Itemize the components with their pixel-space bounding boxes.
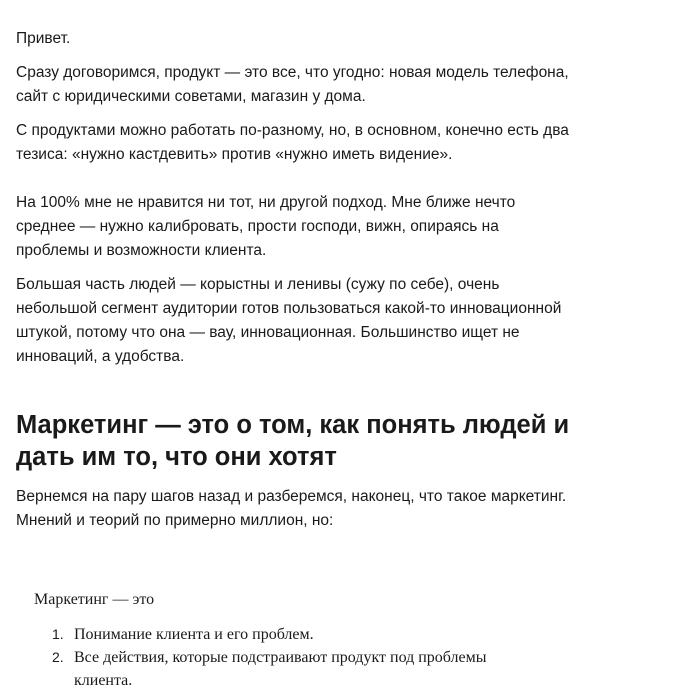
list-item-text: Все действия, которые подстраивают продукт под проблемы клиента. <box>74 649 487 689</box>
list-item-number: 1. <box>52 626 64 642</box>
section-heading: Маркетинг — это о том, как понять людей и дать им то, что они хотят <box>16 411 570 471</box>
paragraph-marketing-intro: Вернемся на пару шагов назад и разберемся, наконец, что такое маркетинг. Мнений и теорий по примерно миллион, но: <box>16 488 567 529</box>
paragraph-approaches: С продуктами можно работать по-разному, но, в основном, конечно есть два тезиса: «нужно кастдевить» против «нужно иметь видение». <box>16 122 569 163</box>
list-item <box>34 646 534 692</box>
paragraph-opinion: На 100% мне не нравится ни тот, ни другой подход. Мне ближе нечто среднее — нужно калибровать, прости господи, вижн, опираясь на проблемы и возможности клиента. <box>16 194 516 259</box>
list-item <box>34 623 534 646</box>
definition-title: Маркетинг — это <box>34 591 155 608</box>
list-item-text: Понимание клиента и его проблем. <box>74 626 314 643</box>
definition-block <box>34 588 534 689</box>
paragraph-products: Сразу договоримся, продукт — это все, что угодно: новая модель телефона, сайт с юридическими советами, магазин у дома. <box>16 64 569 105</box>
paragraph-greeting: Привет. <box>16 30 71 47</box>
definition-list <box>34 623 534 692</box>
paragraph-people: Большая часть людей — корыстны и ленивы (сужу по себе), очень небольшой сегмент аудитории готов пользоваться какой-то инновационной штукой, потому что она — вау, инновационная. Большинство ищет не инноваций, а удобства. <box>16 276 562 365</box>
list-item-number: 2. <box>52 649 64 665</box>
